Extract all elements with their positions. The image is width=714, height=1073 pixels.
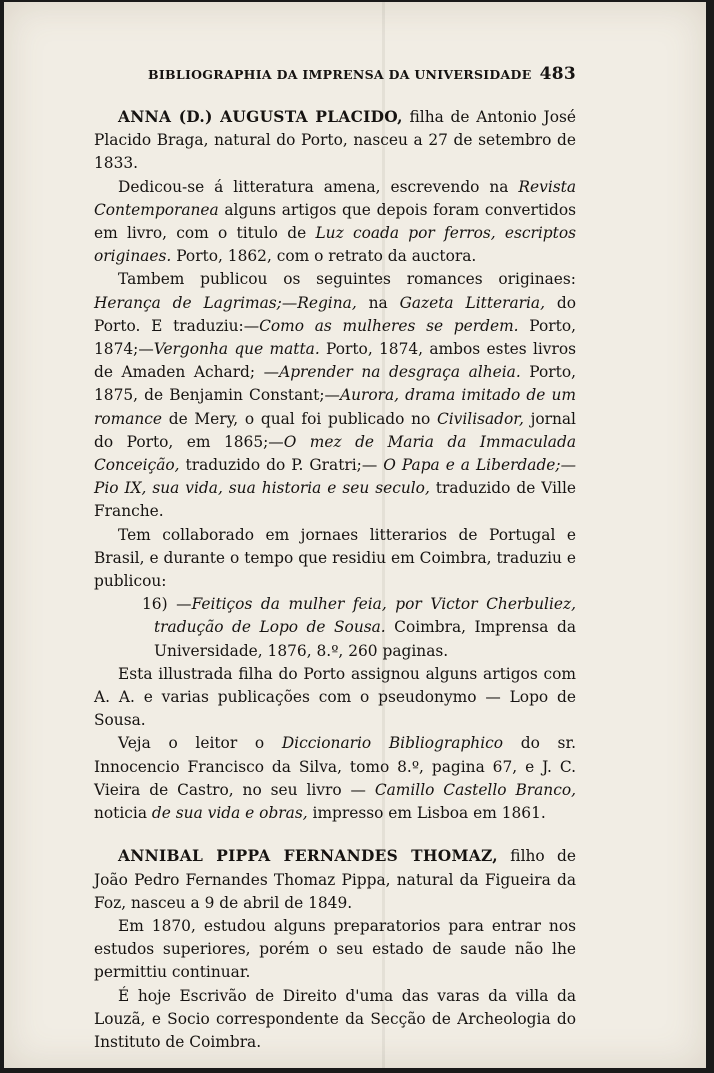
paragraph: É hoje Escrivão de Direito d'uma das varas da villa da Louzã, e Socio correspondente da Secção de Archeologia do Instituto de Coimbra. [94,986,576,1051]
page-number: 483 [539,64,576,84]
entry-name: ANNIBAL PIPPA FERNANDES THOMAZ, [118,847,498,866]
paragraph: Esta illustrada filha do Porto assignou alguns artigos com A. A. e varias publicações com o pseudonymo — Lopo de Sousa. [94,664,576,730]
entry-name: ANNA (D.) AUGUSTA PLACIDO, [118,108,403,126]
paragraph: Tem collaborado em jornaes litterarios de Portugal e Brasil, e durante o tempo que residiu em Coimbra, traduziu e publicou: [94,525,576,591]
bibliography-item: 16) —Feitiços da mulher feia, por Victor Cherbuliez, tradução de Lopo de Sousa. Coimbra, Imprensa da Universidade, 1876, 8.º, 260 paginas. [142,595,577,660]
book-page [4,2,706,1068]
running-title: BIBLIOGRAPHIA DA IMPRENSA DA UNIVERSIDADE [148,67,532,82]
paragraph: Veja o leitor o Diccionario Bibliographico do sr. Innocencio Francisco da Silva, tomo 8.º, pagina 67, e J. C. Vieira de Castro, no seu livro — Camillo Castello Branco, noticia de sua vida e obras, impresso em Lisboa em 1861. [94,734,577,823]
paragraph: Dedicou-se á litteratura amena, escrevendo na Revista Contemporanea alguns artigos que depois foram convertidos em livro, com o titulo de Luz coada por ferros, escriptos originaes. Porto, 1862, com o retrato da auctora. [94,177,576,266]
paragraph: Tambem publicou os seguintes romances originaes: Herança de Lagrimas;—Regina, na Gazeta Litteraria, do Porto. E traduziu:—Como as mulheres se perdem. Porto, 1874;—Vergonha que matta. Porto, 1874, ambos estes livros de Amaden Achard; —Aprender na desgraça alheia. Porto, 1875, de Benjamin Constant;—Aurora, drama imitado de um romance de Mery, o qual foi publicado no Civilisador, jornal do Porto, em 1865;—O mez de Maria da Immaculada Conceição, traduzido do P. Gratri;— O Papa e a Liberdade;—Pio IX, sua vida, sua historia e seu seculo, traduzido de Ville Franche. [94,270,577,521]
entry-annibal-intro: ANNIBAL PIPPA FERNANDES THOMAZ, filho de João Pedro Fernandes Thomaz Pippa, natural da Figueira da Foz, nasceu a 9 de abril de 1849. [94,847,576,912]
page-content [94,64,576,1054]
entry-anna-intro: ANNA (D.) AUGUSTA PLACIDO, filha de Antonio José Placido Braga, natural do Porto, nasceu a 27 de setembro de 1833. [94,108,577,173]
paragraph: Em 1870, estudou alguns preparatorios para entrar nos estudos superiores, porém o seu estado de saude não lhe permittiu continuar. [94,916,576,982]
running-head [94,64,576,84]
